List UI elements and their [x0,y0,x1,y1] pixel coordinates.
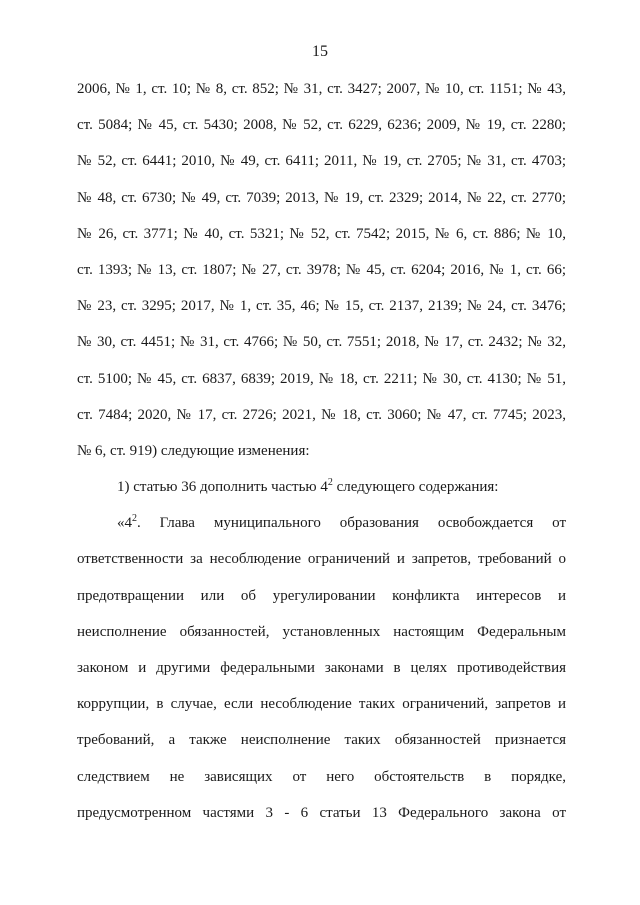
citation-line: № 48, ст. 6730; № 49, ст. 7039; 2013, № 19, ст. 2329; 2014, № 22, ст. 2770; [77,189,566,206]
quote-first-line [77,512,566,548]
citation-line: № 30, ст. 4451; № 31, ст. 4766; № 50, ст. 7551; 2018, № 17, ст. 2432; № 32, [77,334,566,351]
quote-line: ответственности за несоблюдение ограничений и запретов, требований о [77,551,566,568]
amendment-item-1-text: 1) статью 36 дополнить частью 4 [117,479,328,496]
quote-line: предотвращении или об урегулировании конфликта интересов и [77,587,566,604]
citation-line: № 52, ст. 6441; 2010, № 49, ст. 6411; 2011, № 19, ст. 2705; № 31, ст. 4703; [77,153,566,170]
quote-line: неисполнение обязанностей, установленных настоящим Федеральным [77,623,566,640]
quote-line: требований, а также неисполнение таких обязанностей признается [77,732,566,749]
citation-line: № 26, ст. 3771; № 40, ст. 5321; № 52, ст. 7542; 2015, № 6, ст. 886; № 10, [77,225,566,242]
citation-line-final: № 6, ст. 919) следующие изменения: [77,442,310,459]
citation-line: ст. 7484; 2020, № 17, ст. 2726; 2021, № 18, ст. 3060; № 47, ст. 7745; 2023, [77,406,566,423]
quote-line: коррупции, в случае, если несоблюдение таких ограничений, запретов и [77,696,566,713]
document-body [77,78,566,838]
quote-line: следствием не зависящих от него обстоятельств в порядке, [77,768,566,785]
citation-line: 2006, № 1, ст. 10; № 8, ст. 852; № 31, ст. 3427; 2007, № 10, ст. 1151; № 43, [77,81,566,97]
quote-part-superscript: 2 [132,513,137,525]
amendment-item-1 [77,476,566,512]
citation-line: № 23, ст. 3295; 2017, № 1, ст. 35, 46; № 15, ст. 2137, 2139; № 24, ст. 3476; [77,298,566,315]
quote-first-line-text: . Глава муниципального образования освобождается от [137,515,566,532]
citation-line: ст. 5100; № 45, ст. 6837, 6839; 2019, № 18, ст. 2211; № 30, ст. 4130; № 51, [77,370,566,387]
citation-line: ст. 5084; № 45, ст. 5430; 2008, № 52, ст. 6229, 6236; 2009, № 19, ст. 2280; [77,117,566,134]
amendment-item-1-superscript: 2 [327,477,333,489]
quote-line: предусмотренном частями 3 - 6 статьи 13 Федерального закона от [77,804,566,821]
quote-part-label: «4 [117,515,132,532]
amendment-item-1-text-end: следующего содержания: [332,479,499,496]
citation-line: ст. 1393; № 13, ст. 1807; № 27, ст. 3978; № 45, ст. 6204; 2016, № 1, ст. 66; [77,261,566,278]
page-number: 15 [312,43,328,60]
quote-line: законом и другими федеральными законами в целях противодействия [77,660,566,676]
